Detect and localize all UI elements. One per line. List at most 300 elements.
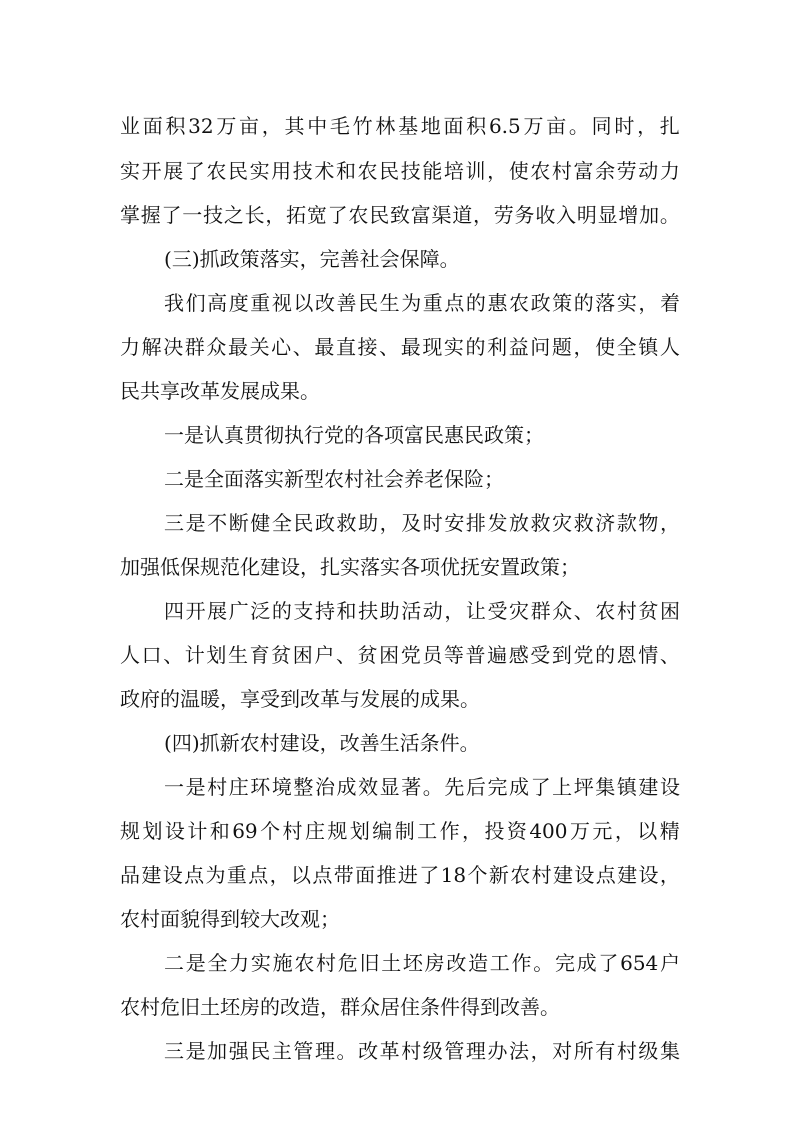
text-glyph: 完: [487, 775, 508, 799]
text-glyph: 四: [164, 599, 184, 623]
text-glyph: 农: [509, 291, 529, 315]
text-glyph: 健: [250, 511, 271, 535]
text-glyph: 成: [509, 775, 529, 799]
text-glyph: 规: [327, 819, 348, 843]
text-glyph: 富: [410, 203, 431, 227]
text-glyph: 全: [616, 335, 637, 359]
text-glyph: 项: [420, 555, 440, 579]
text-line: [164, 595, 680, 627]
text-glyph: 划: [142, 819, 163, 843]
text-glyph: 人: [659, 335, 680, 359]
text-glyph: 村: [207, 775, 228, 799]
text-glyph: 其: [284, 114, 305, 138]
text-glyph: 条: [420, 995, 440, 1019]
text-glyph: 面: [224, 467, 244, 491]
text-glyph: 口: [141, 643, 162, 667]
text-glyph: 是: [185, 951, 206, 975]
text-glyph: 理: [465, 1039, 486, 1063]
text-glyph: 贫: [271, 643, 292, 667]
text-glyph: 划: [349, 819, 370, 843]
text-glyph: 农: [510, 863, 531, 887]
text-glyph: 广: [228, 599, 249, 623]
text-glyph: 最: [227, 335, 248, 359]
text-glyph: 。: [568, 114, 589, 138]
text-glyph: 到: [220, 907, 240, 931]
text-glyph: 改: [314, 291, 335, 315]
text-glyph: 元: [592, 819, 613, 843]
text-line: [120, 551, 680, 583]
text-glyph: 实: [249, 159, 270, 183]
text-glyph: 有: [595, 1039, 616, 1063]
text-glyph: 设: [280, 555, 300, 579]
text-glyph: 农: [239, 731, 260, 755]
text-glyph: 重: [422, 291, 443, 315]
text-glyph: 一: [164, 423, 184, 447]
text-glyph: 建: [260, 555, 280, 579]
text-glyph: 是: [184, 467, 204, 491]
text-glyph: 了: [327, 203, 348, 227]
text-glyph: 、: [659, 643, 680, 667]
text-glyph: 民: [120, 379, 140, 403]
text-glyph: 农: [595, 599, 616, 623]
text-glyph: 条: [419, 731, 440, 755]
text-glyph: 为: [401, 291, 422, 315]
text-glyph: 。: [659, 203, 680, 227]
text-glyph: 改: [358, 1039, 379, 1063]
text-glyph: 实: [264, 467, 284, 491]
text-glyph: 规: [120, 819, 140, 843]
text-glyph: 享: [240, 687, 260, 711]
text-glyph: 时: [614, 114, 635, 138]
text-glyph: 完: [554, 951, 575, 975]
text-glyph: 万: [216, 114, 237, 138]
text-glyph: 救: [336, 511, 357, 535]
text-glyph: 村: [282, 819, 303, 843]
text-glyph: 654: [620, 951, 659, 975]
text-glyph: 惠: [487, 291, 508, 315]
text-glyph: 新: [219, 731, 240, 755]
text-glyph: 府: [140, 687, 160, 711]
text-glyph: 支: [293, 599, 314, 623]
text-glyph: 力: [120, 335, 140, 359]
text-glyph: 民: [369, 203, 390, 227]
text-glyph: 建: [552, 863, 573, 887]
text-glyph: 发: [487, 511, 508, 535]
text-glyph: 地: [420, 114, 441, 138]
text-glyph: 用: [271, 159, 292, 183]
text-glyph: 显: [379, 775, 400, 799]
text-glyph: 理: [314, 1039, 335, 1063]
text-glyph: 育: [249, 643, 270, 667]
text-glyph: 较: [240, 907, 260, 931]
text-glyph: 村: [259, 731, 280, 755]
text-glyph: 果: [280, 379, 300, 403]
text-glyph: 村: [344, 467, 364, 491]
text-glyph: 感: [508, 643, 529, 667]
text-glyph: 得: [200, 907, 220, 931]
text-glyph: 险: [464, 467, 484, 491]
text-glyph: 旧: [359, 951, 380, 975]
text-glyph: 策: [239, 247, 260, 271]
text-glyph: 灾: [552, 511, 573, 535]
text-glyph: ，: [614, 819, 635, 843]
text-line: [164, 1035, 680, 1067]
text-glyph: 我: [164, 291, 184, 315]
text-glyph: 和: [335, 159, 356, 183]
text-glyph: 长: [244, 203, 265, 227]
text-glyph: 最: [400, 335, 421, 359]
text-glyph: 主: [271, 1039, 292, 1063]
text-glyph: 的: [573, 291, 594, 315]
text-glyph: 落: [259, 247, 280, 271]
text-glyph: 新: [488, 863, 509, 887]
text-glyph: 抓: [199, 247, 220, 271]
text-glyph: 业: [120, 114, 140, 138]
text-glyph: 四: [171, 731, 192, 755]
text-glyph: 到: [551, 643, 572, 667]
text-glyph: 执: [284, 423, 304, 447]
text-glyph: 温: [180, 687, 200, 711]
text-glyph: 革: [320, 687, 340, 711]
text-glyph: 受: [487, 599, 508, 623]
text-glyph: 镇: [616, 775, 637, 799]
text-glyph: 革: [200, 379, 220, 403]
text-glyph: 动: [422, 599, 443, 623]
text-glyph: 重: [226, 863, 247, 887]
text-glyph: 村: [401, 1039, 422, 1063]
text-glyph: 改: [280, 907, 300, 931]
text-glyph: 成: [260, 379, 280, 403]
text-glyph: 救: [573, 511, 594, 535]
text-glyph: 拓: [286, 203, 307, 227]
text-glyph: 遍: [487, 643, 508, 667]
text-glyph: ，: [637, 114, 658, 138]
text-glyph: 治: [314, 775, 335, 799]
text-line: [164, 419, 680, 451]
text-glyph: 设: [659, 775, 680, 799]
text-glyph: 。: [459, 731, 480, 755]
text-glyph: 高: [207, 291, 228, 315]
text-line: [120, 375, 680, 407]
text-glyph: 发: [360, 687, 380, 711]
text-glyph: 力: [229, 951, 250, 975]
text-glyph: 同: [591, 114, 612, 138]
text-glyph: 术: [314, 159, 335, 183]
text-glyph: 改: [300, 687, 320, 711]
text-line: [164, 507, 680, 539]
text-glyph: 法: [509, 1039, 529, 1063]
text-glyph: 、: [379, 335, 400, 359]
text-glyph: 劳: [493, 203, 514, 227]
text-glyph: 落: [244, 467, 264, 491]
text-glyph: 完: [319, 247, 340, 271]
text-glyph: 革: [379, 1039, 400, 1063]
text-glyph: 益: [508, 335, 529, 359]
text-glyph: 生: [379, 291, 400, 315]
text-glyph: 善: [359, 731, 380, 755]
text-glyph: 土: [200, 995, 220, 1019]
text-glyph: 400: [529, 819, 568, 843]
text-line: [120, 110, 680, 142]
text-glyph: 。: [300, 379, 320, 403]
text-glyph: 情: [638, 643, 659, 667]
text-glyph: 果: [440, 687, 460, 711]
text-glyph: 政: [120, 687, 140, 711]
text-glyph: 会: [384, 467, 404, 491]
text-glyph: ，: [379, 511, 400, 535]
text-glyph: 成: [576, 951, 597, 975]
text-glyph: 农: [530, 159, 551, 183]
text-glyph: 济: [595, 511, 616, 535]
text-glyph: 得: [460, 995, 480, 1019]
text-glyph: 成: [336, 775, 357, 799]
text-glyph: 加: [207, 1039, 228, 1063]
text-line: [164, 771, 680, 803]
text-glyph: 民: [464, 423, 484, 447]
text-glyph: (: [164, 247, 172, 271]
text-glyph: 带: [333, 863, 354, 887]
text-glyph: 优: [440, 555, 460, 579]
text-glyph: 实: [250, 951, 271, 975]
text-glyph: 貌: [180, 907, 200, 931]
text-glyph: 众: [552, 599, 573, 623]
text-glyph: 品: [120, 863, 140, 887]
text-glyph: ，: [299, 247, 320, 271]
text-glyph: 坪: [573, 775, 594, 799]
text-glyph: 普: [465, 643, 486, 667]
text-glyph: 农: [120, 907, 140, 931]
text-glyph: (: [164, 731, 172, 755]
text-glyph: 点: [312, 863, 333, 887]
text-glyph: 行: [304, 423, 324, 447]
text-glyph: 到: [480, 995, 500, 1019]
text-line: [120, 991, 680, 1023]
text-glyph: 新: [284, 467, 304, 491]
text-glyph: 的: [400, 687, 420, 711]
text-glyph: 善: [339, 247, 360, 271]
text-line: [120, 331, 680, 363]
text-glyph: 能: [422, 159, 443, 183]
text-glyph: 现: [422, 335, 443, 359]
text-glyph: 握: [140, 203, 161, 227]
text-glyph: 设: [299, 731, 320, 755]
text-glyph: 入: [556, 203, 577, 227]
text-glyph: 生: [227, 643, 248, 667]
text-glyph: ，: [261, 114, 282, 138]
text-glyph: 实: [616, 291, 637, 315]
text-glyph: 受: [530, 643, 551, 667]
text-glyph: 最: [314, 335, 335, 359]
text-glyph: 社: [359, 247, 380, 271]
text-glyph: 低: [160, 555, 180, 579]
text-glyph: 安: [480, 555, 500, 579]
text-glyph: ，: [300, 555, 320, 579]
text-glyph: 发: [220, 379, 240, 403]
text-glyph: 落: [595, 291, 616, 315]
text-glyph: 上: [552, 775, 573, 799]
text-glyph: 物: [638, 511, 659, 535]
text-glyph: 居: [380, 995, 400, 1019]
text-glyph: 设: [638, 863, 659, 887]
text-line: [120, 199, 680, 231]
text-line: [120, 155, 680, 187]
text-glyph: 泛: [250, 599, 271, 623]
text-glyph: 是: [184, 423, 204, 447]
text-glyph: 利: [487, 335, 508, 359]
text-glyph: 真: [224, 423, 244, 447]
text-glyph: 了: [530, 775, 551, 799]
text-glyph: ): [191, 247, 200, 271]
text-glyph: 群: [530, 599, 551, 623]
text-glyph: 实: [443, 335, 464, 359]
text-glyph: 万: [523, 114, 544, 138]
text-glyph: ；: [484, 467, 504, 491]
text-glyph: 6.5: [488, 114, 521, 138]
text-glyph: 宽: [306, 203, 327, 227]
text-glyph: 政: [484, 423, 504, 447]
text-glyph: 点: [444, 291, 465, 315]
text-glyph: 三: [164, 1039, 184, 1063]
text-glyph: 活: [401, 599, 422, 623]
text-glyph: 余: [595, 159, 616, 183]
text-glyph: 使: [595, 335, 616, 359]
text-glyph: 明: [576, 203, 597, 227]
text-glyph: 之: [223, 203, 244, 227]
text-glyph: 施: [272, 951, 293, 975]
text-glyph: 的: [260, 995, 280, 1019]
text-glyph: 改: [280, 995, 300, 1019]
text-glyph: 落: [360, 555, 380, 579]
text-glyph: 32: [188, 114, 214, 138]
text-glyph: 贯: [244, 423, 264, 447]
text-glyph: 贫: [638, 599, 659, 623]
text-line: [120, 903, 680, 935]
text-glyph: 民: [424, 423, 444, 447]
text-glyph: 政: [520, 555, 540, 579]
text-glyph: ): [191, 731, 200, 755]
text-glyph: 了: [161, 203, 182, 227]
text-glyph: 政: [219, 247, 240, 271]
text-glyph: 款: [616, 511, 637, 535]
text-glyph: 的: [160, 687, 180, 711]
text-glyph: ，: [530, 1039, 551, 1063]
text-glyph: 保: [399, 247, 420, 271]
text-glyph: 社: [364, 467, 384, 491]
text-glyph: 面: [355, 863, 376, 887]
text-glyph: 富: [404, 423, 424, 447]
text-glyph: 房: [424, 951, 445, 975]
text-glyph: 放: [509, 511, 529, 535]
text-glyph: 扎: [659, 114, 680, 138]
text-glyph: ，: [573, 335, 594, 359]
text-glyph: ；: [524, 423, 544, 447]
text-glyph: 扎: [320, 555, 340, 579]
text-glyph: 建: [617, 863, 638, 887]
text-glyph: 使: [508, 159, 529, 183]
text-glyph: 灾: [509, 599, 529, 623]
text-glyph: 训: [465, 159, 486, 183]
text-glyph: 员: [422, 643, 443, 667]
text-glyph: 保: [444, 467, 464, 491]
text-line: [120, 859, 680, 891]
text-glyph: ，: [320, 995, 340, 1019]
text-glyph: 培: [443, 159, 464, 183]
text-glyph: 设: [164, 819, 185, 843]
text-glyph: 是: [185, 511, 206, 535]
text-glyph: 个: [260, 819, 281, 843]
text-glyph: 投: [484, 819, 505, 843]
text-glyph: ，: [659, 511, 680, 535]
text-glyph: 强: [228, 1039, 249, 1063]
text-glyph: ，: [638, 291, 659, 315]
text-glyph: 到: [280, 687, 300, 711]
text-glyph: 计: [184, 643, 205, 667]
text-glyph: 集: [595, 775, 616, 799]
text-glyph: 对: [552, 1039, 573, 1063]
text-glyph: 作: [511, 951, 532, 975]
text-glyph: 村: [316, 951, 337, 975]
text-glyph: 规: [200, 555, 220, 579]
text-glyph: 坯: [402, 951, 423, 975]
text-glyph: 造: [300, 995, 320, 1019]
text-glyph: 等: [443, 643, 464, 667]
text-line: [164, 727, 680, 759]
text-glyph: 困: [292, 643, 313, 667]
text-glyph: 的: [465, 335, 486, 359]
text-glyph: 加: [120, 555, 140, 579]
text-line: [164, 243, 680, 275]
text-glyph: 工: [417, 819, 438, 843]
text-glyph: 了: [184, 159, 205, 183]
text-glyph: 渠: [431, 203, 452, 227]
text-glyph: ，: [319, 731, 340, 755]
text-glyph: 全: [271, 511, 292, 535]
text-glyph: 18: [440, 863, 467, 887]
text-glyph: 一: [164, 775, 184, 799]
text-glyph: 所: [573, 1039, 594, 1063]
text-glyph: 民: [227, 159, 248, 183]
text-glyph: 进: [397, 863, 418, 887]
text-glyph: 排: [465, 511, 486, 535]
text-glyph: 实: [120, 159, 140, 183]
text-glyph: 民: [293, 511, 314, 535]
text-glyph: 危: [160, 995, 180, 1019]
text-glyph: 、: [573, 599, 594, 623]
text-glyph: 村: [140, 907, 160, 931]
text-glyph: 面: [443, 114, 464, 138]
text-glyph: 们: [185, 291, 206, 315]
text-glyph: 划: [206, 643, 227, 667]
text-glyph: 旧: [180, 995, 200, 1019]
text-glyph: 设: [574, 863, 595, 887]
text-glyph: 以: [637, 819, 658, 843]
text-glyph: 全: [207, 951, 228, 975]
text-glyph: ，: [462, 819, 483, 843]
text-glyph: 问: [530, 335, 551, 359]
text-glyph: 农: [120, 995, 140, 1019]
text-glyph: 三: [171, 247, 192, 271]
text-glyph: 精: [659, 819, 680, 843]
text-glyph: 决: [163, 335, 184, 359]
text-glyph: 积: [165, 114, 186, 138]
text-glyph: 扶: [358, 599, 379, 623]
text-line: [120, 815, 680, 847]
text-glyph: 接: [357, 335, 378, 359]
text-glyph: 显: [597, 203, 618, 227]
text-line: [120, 683, 680, 715]
text-glyph: 增: [618, 203, 639, 227]
text-glyph: 庄: [304, 819, 325, 843]
